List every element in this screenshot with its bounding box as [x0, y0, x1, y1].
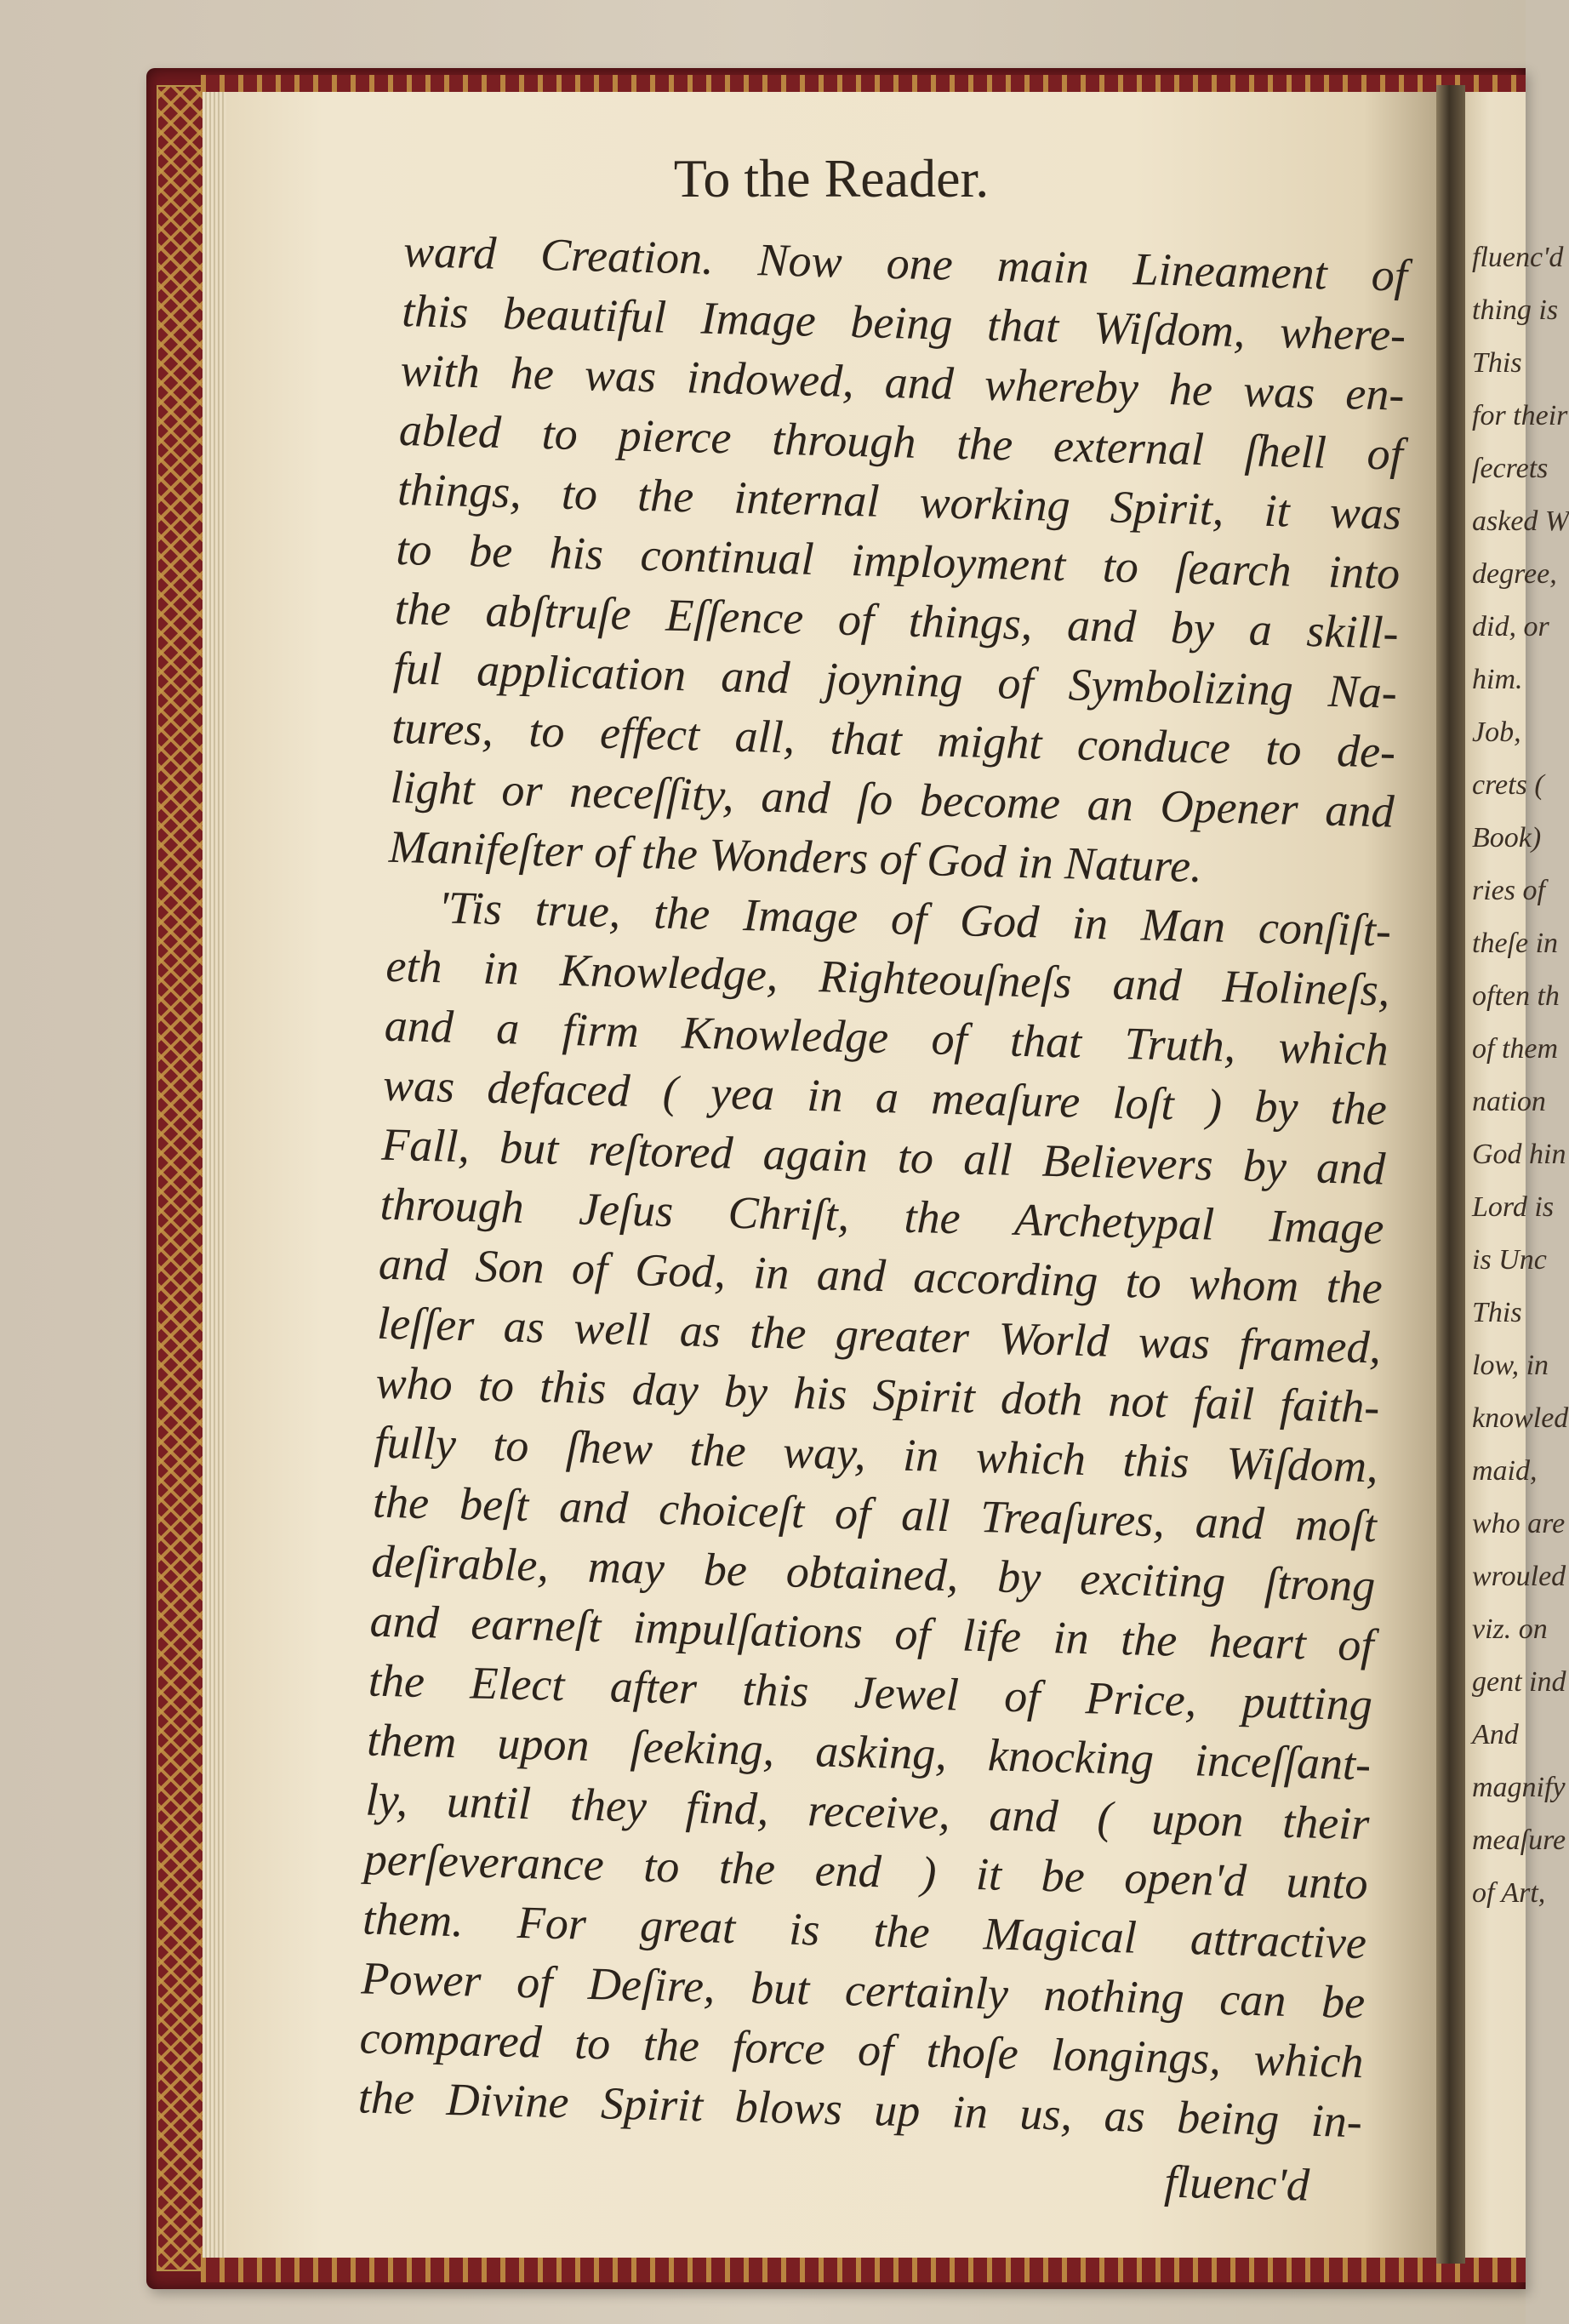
text-line: to be his continual imployment to ſearch into: [395, 522, 1401, 599]
facing-fragment: nation: [1472, 1086, 1546, 1117]
catchword: fluenc'd: [1163, 2156, 1310, 2211]
text-line: tures, to effect all, that might conduce to de-: [391, 701, 1396, 778]
gilt-border-bottom: [201, 2255, 1526, 2282]
text-line: Power of Deſire, but certainly nothing can be: [360, 1952, 1366, 2029]
facing-fragment: ries of: [1472, 875, 1545, 906]
facing-fragment: maid,: [1472, 1455, 1538, 1487]
facing-fragment: degree,: [1472, 558, 1557, 590]
facing-fragment: viz. on: [1472, 1613, 1548, 1645]
body-text: [356, 221, 1407, 2216]
running-head: To the Reader.: [673, 148, 990, 208]
text-line: the Elect after this Jewel of Price, putting: [368, 1654, 1373, 1731]
text-line: with he was indowed, and whereby he was en-: [399, 344, 1406, 420]
text-line: fully to ſhew the way, in which this Wiſdom,: [374, 1416, 1379, 1493]
facing-fragment: of them: [1472, 1033, 1559, 1065]
facing-fragment: magnify: [1472, 1772, 1566, 1803]
text-line: light or neceſſity, and ſo become an Opener and: [390, 761, 1395, 837]
text-line: and earneſt impulſations of life in the heart of: [369, 1595, 1375, 1671]
text-line: deſirable, may be obtained, by exciting ſtrong: [370, 1535, 1376, 1612]
gilt-border-left: [157, 85, 204, 2271]
facing-fragment: thing is: [1472, 294, 1559, 326]
text-line: them upon ſeeking, asking, knocking inceſſant-: [366, 1714, 1372, 1790]
facing-fragment: theſe in: [1472, 928, 1559, 959]
text-line: eth in Knowledge, Righteouſneſs and Holineſs,: [385, 939, 1391, 1016]
text-line: ful application and joyning of Symbolizing Na-: [392, 642, 1398, 718]
facing-fragment: knowled: [1472, 1402, 1569, 1434]
text-line: Manifeſter of the Wonders of God in Nature.: [388, 820, 1203, 893]
facing-fragment: him.: [1472, 664, 1523, 695]
text-line: and a firm Knowledge of that Truth, which: [384, 999, 1389, 1076]
facing-fragment: wrouled: [1472, 1561, 1566, 1592]
facing-fragment: This: [1472, 1297, 1522, 1328]
text-line: 'Tis true, the Image of God in Man conſiſt-: [437, 882, 1392, 956]
facing-fragment: for their: [1472, 400, 1568, 431]
text-line: the Divine Spirit blows up in us, as being in-: [357, 2071, 1363, 2148]
text-line: ly, until they find, receive, and ( upon their: [364, 1773, 1371, 1850]
book-gutter: [1436, 85, 1465, 2264]
text-line: was defaced ( yea in a meaſure loſt ) by the: [382, 1059, 1388, 1135]
page-edges: [203, 92, 228, 2258]
text-line: who to this day by his Spirit doth not fail faith-: [374, 1356, 1381, 1433]
text-line: leſſer as well as the greater World was framed,: [376, 1297, 1382, 1373]
facing-fragment: Book): [1472, 822, 1542, 854]
facing-fragment: This: [1472, 347, 1522, 379]
facing-fragment: ſecrets: [1472, 453, 1549, 484]
facing-fragment: Job,: [1472, 717, 1521, 748]
facing-page: [1465, 92, 1569, 2258]
facing-fragment: is Unc: [1472, 1244, 1547, 1276]
facing-fragment: God hin: [1472, 1139, 1566, 1170]
facing-fragment: gent ind: [1472, 1666, 1566, 1698]
text-line: the abſtruſe Eſſence of things, and by a skill-: [394, 582, 1400, 659]
text-line: perſeverance to the end ) it be open'd unto: [363, 1833, 1369, 1910]
facing-fragment: meaſure: [1472, 1824, 1566, 1856]
facing-fragment: Lord is: [1472, 1191, 1555, 1223]
facing-fragment: crets (: [1472, 769, 1544, 801]
facing-fragment: of Art,: [1472, 1877, 1546, 1909]
text-line: and Son of God, in and according to whom the: [378, 1237, 1384, 1314]
text-line: through Jeſus Chriſt, the Archetypal Image: [379, 1178, 1385, 1254]
text-line: this beautiful Image being that Wiſdom, where-: [401, 284, 1406, 361]
facing-fragment: did, or: [1472, 611, 1549, 642]
facing-fragment: asked W: [1472, 505, 1569, 537]
facing-fragment: low, in: [1472, 1350, 1549, 1381]
facing-fragment: And: [1472, 1719, 1519, 1750]
text-line: Fall, but reſtored again to all Believers by and: [380, 1118, 1386, 1195]
text-line: them. For great is the Magical attractive: [362, 1893, 1367, 1969]
text-line: compared to the force of thoſe longings, which: [359, 2012, 1365, 2088]
facing-fragment: fluenc'd: [1472, 242, 1564, 273]
text-line: abled to pierce through the external ſhell of: [398, 403, 1404, 480]
text-line: things, to the internal working Spirit, it was: [397, 463, 1402, 540]
text-line: the beſt and choiceſt of all Treaſures, and moſt: [372, 1476, 1378, 1552]
text-line: ward Creation. Now one main Lineament of: [402, 225, 1408, 301]
facing-fragment: who are: [1472, 1508, 1566, 1539]
facing-fragment: often th: [1472, 980, 1560, 1012]
